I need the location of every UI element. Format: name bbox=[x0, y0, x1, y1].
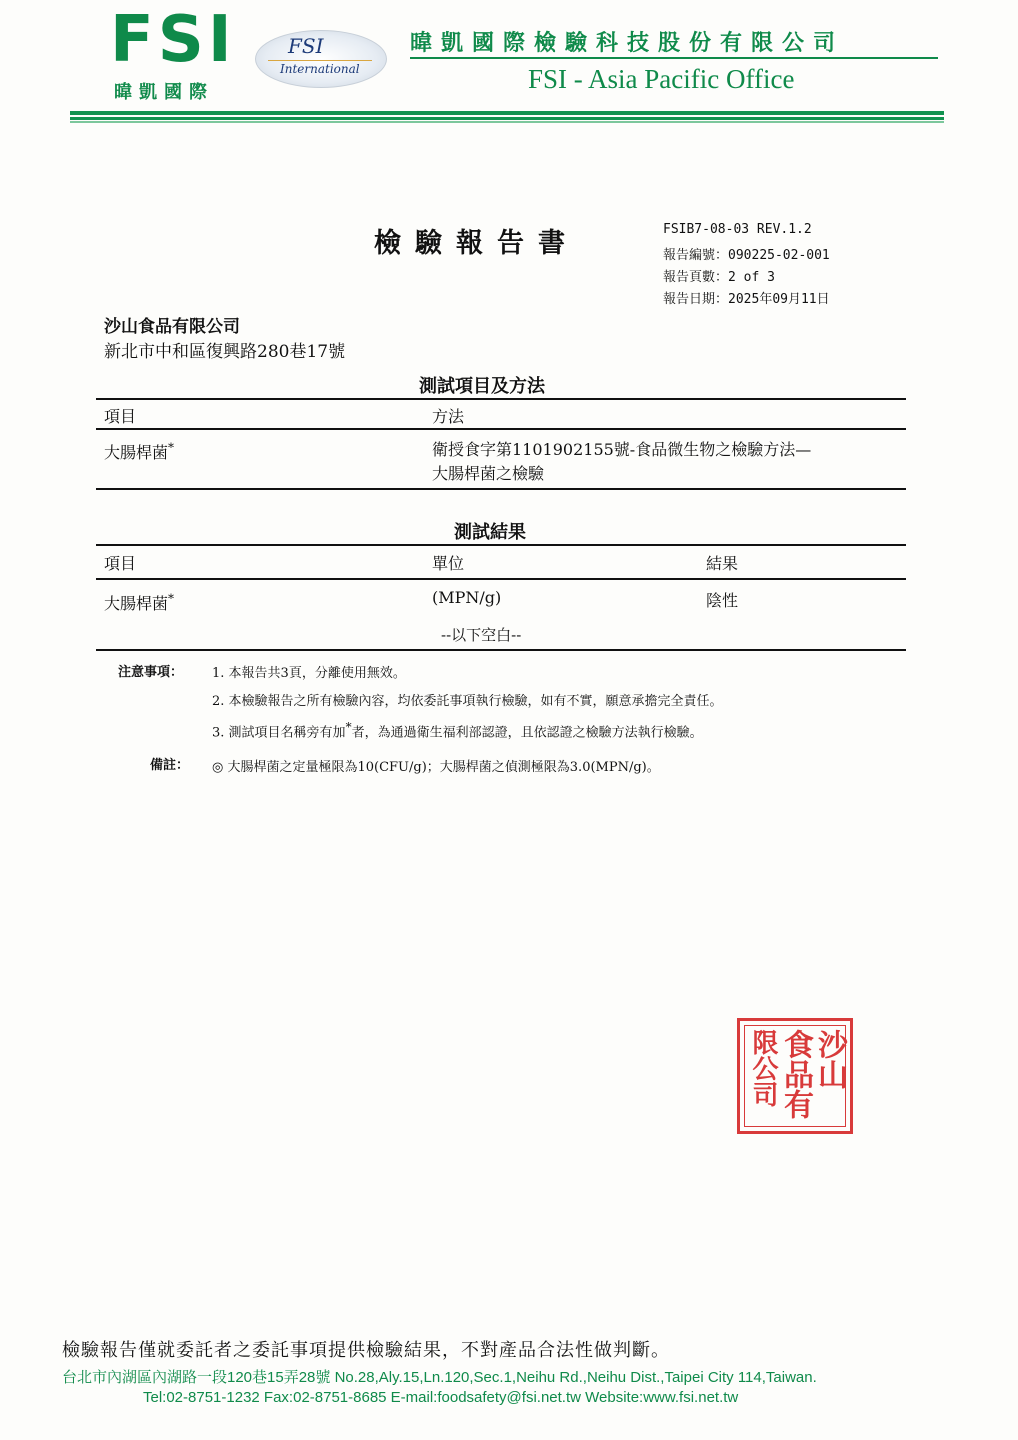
methods-section-title: 測試項目及方法 bbox=[419, 376, 545, 397]
form-code: FSIB7-08-03 REV.1.2 bbox=[663, 222, 812, 237]
notes-label: 注意事項： bbox=[118, 665, 184, 680]
accreditation-mark: * bbox=[345, 720, 352, 734]
report-pages-label: 報告頁數： bbox=[663, 270, 729, 285]
methods-row-method-line1: 衛授食字第1101902155號-食品微生物之檢驗方法— bbox=[432, 440, 812, 459]
report-date bbox=[663, 288, 830, 307]
client-name: 沙山食品有限公司 bbox=[104, 317, 240, 337]
report-number-label: 報告編號： bbox=[663, 248, 729, 263]
note-item bbox=[212, 690, 723, 709]
report-pages bbox=[663, 266, 775, 285]
table-rule bbox=[96, 488, 906, 490]
note-text-a: 測試項目名稱旁有加 bbox=[228, 725, 346, 741]
badge-line bbox=[268, 60, 372, 61]
table-rule bbox=[96, 578, 906, 580]
company-logo: FSI bbox=[110, 3, 236, 77]
accreditation-mark: * bbox=[168, 440, 175, 455]
methods-row-item bbox=[104, 440, 174, 463]
company-name-rule bbox=[410, 57, 938, 59]
note-text-b: 者，為通過衛生福利部認證，且依認證之檢驗方法執行檢驗。 bbox=[351, 725, 703, 741]
results-section-title: 測試結果 bbox=[454, 522, 526, 543]
methods-header-item: 項目 bbox=[104, 407, 137, 426]
remark-text: ◎ 大腸桿菌之定量極限為10(CFU/g)；大腸桿菌之偵測極限為3.0(MPN/g)。 bbox=[212, 760, 660, 775]
note-number: 3. bbox=[212, 725, 225, 741]
badge-text-bottom: International bbox=[280, 62, 360, 76]
results-row-result: 陰性 bbox=[706, 591, 739, 610]
note-number: 1. bbox=[212, 666, 225, 681]
results-header-item: 項目 bbox=[104, 554, 137, 573]
company-name-cn: 暐凱國際檢驗科技股份有限公司 bbox=[410, 31, 845, 56]
results-row-item bbox=[104, 591, 174, 614]
badge-text-top: FSI bbox=[288, 34, 324, 58]
note-number: 2. bbox=[212, 694, 225, 709]
remark-label: 備註： bbox=[150, 758, 190, 773]
note-item bbox=[212, 662, 406, 681]
table-rule bbox=[96, 544, 906, 546]
table-rule bbox=[96, 428, 906, 430]
seal-glyphs-middle: 食品有 bbox=[778, 1029, 813, 1119]
seal-glyphs-left: 限公司 bbox=[748, 1029, 778, 1107]
header-band bbox=[70, 121, 944, 123]
client-address: 新北市中和區復興路280巷17號 bbox=[104, 342, 346, 362]
accreditation-mark: * bbox=[168, 591, 175, 606]
methods-row-item-name: 大腸桿菌 bbox=[104, 443, 169, 462]
blank-below-note: --以下空白-- bbox=[441, 626, 522, 644]
company-logo-cn: 暐凱國際 bbox=[114, 82, 214, 103]
note-item bbox=[212, 720, 703, 740]
note-text: 本檢驗報告之所有檢驗內容，均依委託事項執行檢驗，如有不實，願意承擔完全責任。 bbox=[228, 694, 723, 709]
seal-glyphs-right: 沙山 bbox=[812, 1029, 847, 1089]
results-row-item-name: 大腸桿菌 bbox=[104, 594, 169, 613]
footer-disclaimer: 檢驗報告僅就委託者之委託事項提供檢驗結果，不對產品合法性做判斷。 bbox=[62, 1340, 670, 1361]
footer-contact: Tel:02-8751-1232 Fax:02-8751-8685 E-mail:foodsafety@fsi.net.tw Website:www.fsi.net.tw bbox=[143, 1389, 739, 1406]
footer-address: 台北市內湖區內湖路一段120巷15弄28號 No.28,Aly.15,Ln.120,Sec.1,Neihu Rd.,Neihu Dist.,Taipei City 114,Taiwan. bbox=[62, 1369, 817, 1386]
header-band bbox=[70, 117, 944, 120]
report-date-value: 2025年09月11日 bbox=[728, 292, 830, 307]
report-date-label: 報告日期： bbox=[663, 292, 729, 307]
company-seal-stamp bbox=[737, 1018, 853, 1134]
results-header-result: 結果 bbox=[706, 554, 739, 573]
report-number-value: 090225-02-001 bbox=[728, 248, 830, 263]
report-number bbox=[663, 244, 830, 263]
table-rule bbox=[96, 649, 906, 651]
methods-row-method-line2: 大腸桿菌之檢驗 bbox=[432, 464, 545, 483]
note-text: 本報告共3頁，分離使用無效。 bbox=[228, 666, 406, 681]
results-row-unit: (MPN/g) bbox=[432, 588, 502, 607]
table-rule bbox=[96, 398, 906, 400]
company-name-en: FSI - Asia Pacific Office bbox=[528, 64, 795, 94]
report-pages-value: 2 of 3 bbox=[728, 270, 775, 285]
results-header-unit: 單位 bbox=[432, 554, 465, 573]
report-title: 檢驗報告書 bbox=[374, 228, 579, 259]
header-band bbox=[70, 111, 944, 115]
methods-header-method: 方法 bbox=[432, 407, 465, 426]
